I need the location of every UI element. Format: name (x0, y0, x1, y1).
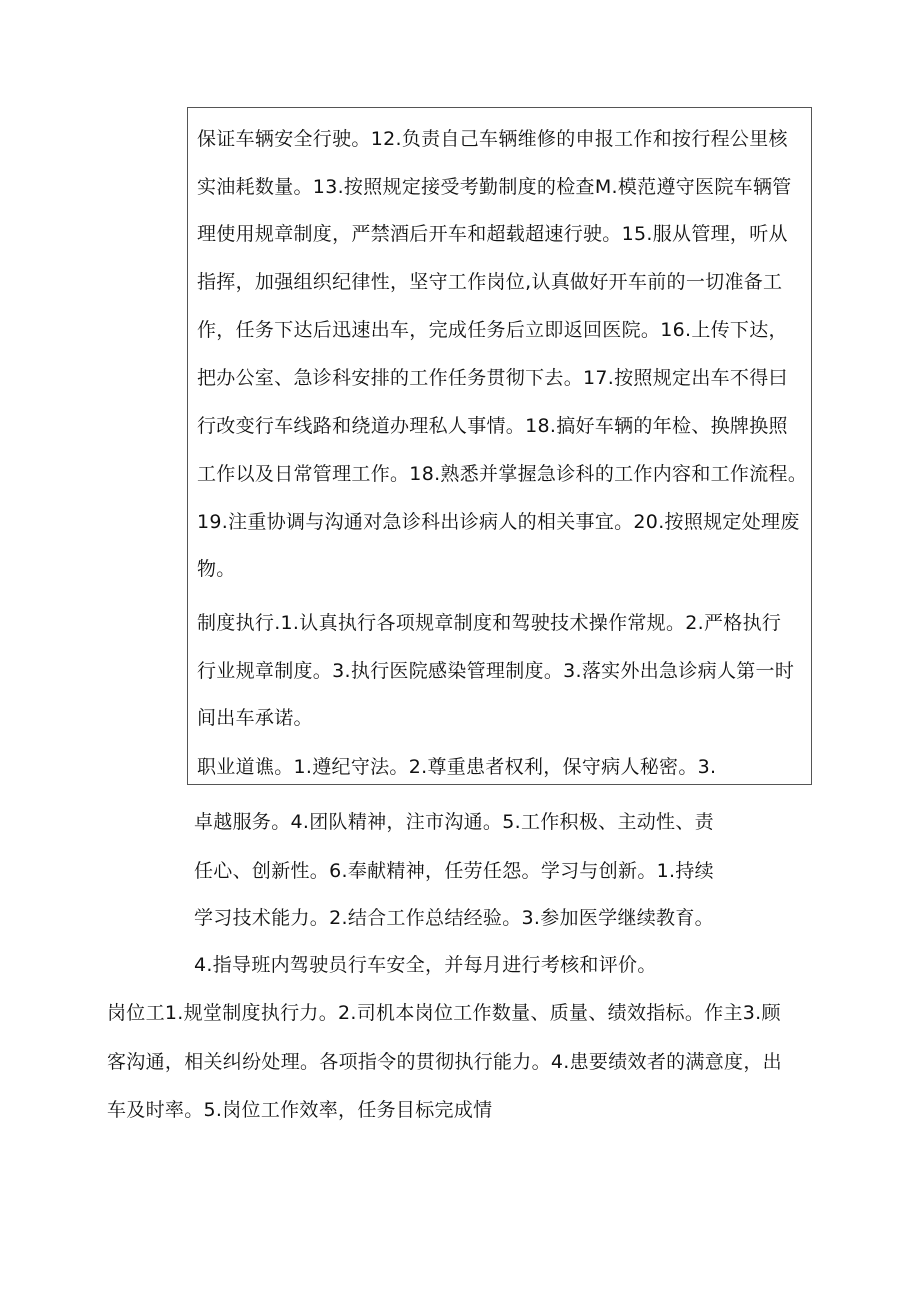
body-line: 4.指导班内驾驶员行车安全，并每月进行考核和评价。 (194, 954, 657, 976)
box-line: 制度执行.1.认真执行各项规章制度和驾驶技术操作常规。2.严格执行 (197, 612, 782, 634)
box-line: 指挥，加强组织纪律性，坚守工作岗位,认真做好开车前的一切准备工 (197, 271, 783, 293)
box-line: 19.注重协调与沟通对急诊科出诊病人的相关事宜。20.按照规定处理废 (197, 511, 800, 533)
box-line: 理使用规章制度，严禁酒后开车和超载超速行驶。15.服从管理，听从 (197, 223, 788, 245)
body-line: 岗位工1.规堂制度执行力。2.司机本岗位工作数量、质量、绩效指标。作主3.顾 (107, 1002, 781, 1024)
box-line: 间出车承诺。 (197, 707, 313, 729)
body-line: 客沟通，相关纠纷处理。各项指令的贯彻执行能力。4.患要绩效者的满意度，出 (107, 1051, 782, 1073)
box-line: 把办公室、急诊科安排的工作任务贯彻下去。17.按照规定出车不得曰 (197, 367, 788, 389)
box-line: 作，任务下达后迅速出车，完成任务后立即返回医院。16.上传下达， (197, 319, 788, 341)
responsibility-table-cell (187, 107, 812, 785)
box-line: 实油耗数量。13.按照规定接受考勤制度的检查M.模范遵守医院车辆管 (197, 176, 792, 198)
body-line: 任心、创新性。6.奉献精神，任劳任怨。学习与创新。1.持续 (194, 860, 714, 882)
body-line: 学习技术能力。2.结合工作总结经验。3.参加医学继续教育。 (194, 907, 714, 929)
body-line: 卓越服务。4.团队精神，注市沟通。5.工作积极、主动性、责 (194, 811, 714, 833)
box-line: 职业道谯。1.遵纪守法。2.尊重患者权利，保守病人秘密。3. (197, 756, 717, 778)
box-line: 行改变行车线路和绕道办理私人事情。18.搞好车辆的年检、换牌换照 (197, 415, 788, 437)
box-line: 物。 (197, 558, 236, 580)
box-line: 工作以及日常管理工作。18.熟悉并掌握急诊科的工作内容和工作流程。 (197, 463, 808, 485)
box-line: 行业规章制度。3.执行医院感染管理制度。3.落实外出急诊病人第一时 (197, 660, 795, 682)
body-line: 车及时率。5.岗位工作效率，任务目标完成情 (107, 1099, 493, 1121)
box-line: 保证车辆安全行驶。12.负责自己车辆维修的申报工作和按行程公里核 (197, 128, 788, 150)
